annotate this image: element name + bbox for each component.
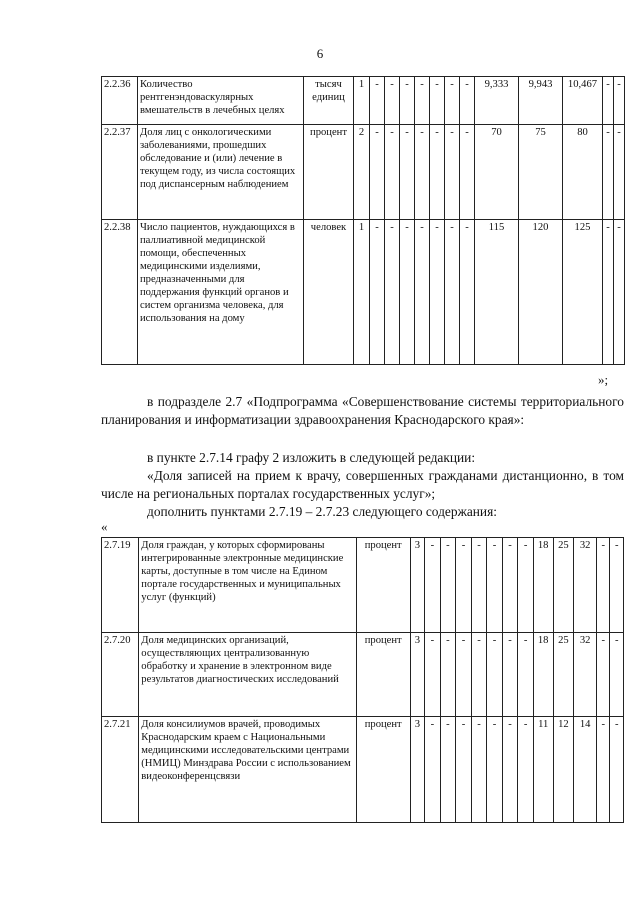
- value-cell: 9,333: [475, 77, 519, 125]
- code-cell: 1: [354, 77, 370, 125]
- row-number: 2.7.19: [102, 538, 139, 633]
- value-cell: 11: [533, 717, 553, 823]
- dash-cell: -: [502, 538, 518, 633]
- dash-cell: -: [603, 125, 614, 220]
- dash-cell: -: [425, 633, 441, 717]
- code-cell: 3: [410, 633, 425, 717]
- closing-quote: »;: [598, 372, 609, 387]
- dash-cell: -: [456, 633, 472, 717]
- dash-cell: -: [400, 125, 415, 220]
- indicator-name: Количество рентгенэндоваскулярных вмешательств в лечебных целях: [138, 77, 304, 125]
- dash-cell: -: [471, 538, 487, 633]
- value-cell: 18: [533, 633, 553, 717]
- value-cell: 32: [574, 538, 597, 633]
- dash-cell: -: [370, 125, 385, 220]
- table-row: [102, 633, 624, 717]
- dash-cell: -: [460, 220, 475, 365]
- table-row: [102, 538, 624, 633]
- dash-cell: -: [400, 77, 415, 125]
- value-cell: 18: [533, 538, 553, 633]
- dash-cell: -: [415, 220, 430, 365]
- paragraph-new-wording: «Доля записей на прием к врачу, совершенных гражданами дистанционно, в том числе на региональных порталах государственных услуг»;: [101, 468, 624, 501]
- dash-cell: -: [614, 220, 625, 365]
- dash-cell: -: [385, 220, 400, 365]
- dash-cell: -: [415, 125, 430, 220]
- value-cell: 80: [563, 125, 603, 220]
- unit: человек: [304, 220, 354, 365]
- dash-cell: -: [487, 633, 503, 717]
- dash-cell: -: [614, 77, 625, 125]
- dash-cell: -: [430, 220, 445, 365]
- row-number: 2.7.21: [102, 717, 139, 823]
- code-cell: 1: [354, 220, 370, 365]
- value-cell: 10,467: [563, 77, 603, 125]
- dash-cell: -: [445, 77, 460, 125]
- dash-cell: -: [518, 633, 534, 717]
- indicator-name: Доля граждан, у которых сформированы интегрированные электронные медицинские карты, доступные в том числе на Едином портале государственных и муниципальных услуг (функций): [139, 538, 357, 633]
- value-cell: 32: [574, 633, 597, 717]
- dash-cell: -: [370, 220, 385, 365]
- dash-cell: -: [430, 77, 445, 125]
- unit: процент: [304, 125, 354, 220]
- indicator-name: Доля лиц с онкологическими заболеваниями, прошедших обследование и (или) лечение в текущем году, из числа состоящих под диспансерным наблюдением: [138, 125, 304, 220]
- dash-cell: -: [385, 125, 400, 220]
- value-cell: 125: [563, 220, 603, 365]
- dash-cell: -: [610, 538, 624, 633]
- row-number: 2.7.20: [102, 633, 139, 717]
- dash-cell: -: [597, 717, 610, 823]
- dash-cell: -: [415, 77, 430, 125]
- dash-cell: -: [518, 717, 534, 823]
- dash-cell: -: [430, 125, 445, 220]
- value-cell: 75: [519, 125, 563, 220]
- value-cell: 14: [574, 717, 597, 823]
- dash-cell: -: [456, 538, 472, 633]
- unit: тысяч единиц: [304, 77, 354, 125]
- paragraph-add-points: дополнить пунктами 2.7.19 – 2.7.23 следующего содержания:: [147, 504, 497, 519]
- dash-cell: -: [518, 538, 534, 633]
- dash-cell: -: [425, 717, 441, 823]
- dash-cell: -: [440, 717, 456, 823]
- dash-cell: -: [370, 77, 385, 125]
- indicator-table-1: [101, 76, 625, 365]
- dash-cell: -: [487, 538, 503, 633]
- unit: процент: [356, 717, 410, 823]
- value-cell: 115: [475, 220, 519, 365]
- dash-cell: -: [400, 220, 415, 365]
- dash-cell: -: [502, 717, 518, 823]
- paragraph-subsection-2-7: в подразделе 2.7 «Подпрограмма «Совершенствование системы территориального планирования и информатизации здравоохранения Краснодарского края»:: [101, 394, 624, 427]
- dash-cell: -: [425, 538, 441, 633]
- code-cell: 3: [410, 717, 425, 823]
- indicator-table-2: [101, 537, 624, 823]
- dash-cell: -: [502, 633, 518, 717]
- dash-cell: -: [440, 633, 456, 717]
- dash-cell: -: [603, 77, 614, 125]
- table-row: [102, 77, 625, 125]
- row-number: 2.2.38: [102, 220, 138, 365]
- dash-cell: -: [610, 717, 624, 823]
- value-cell: 120: [519, 220, 563, 365]
- code-cell: 3: [410, 538, 425, 633]
- indicator-name: Доля медицинских организаций, осуществляющих централизованную обработку и хранение в электронном виде результатов диагностических исследований: [139, 633, 357, 717]
- row-number: 2.2.37: [102, 125, 138, 220]
- value-cell: 25: [553, 633, 574, 717]
- dash-cell: -: [597, 538, 610, 633]
- dash-cell: -: [471, 633, 487, 717]
- dash-cell: -: [603, 220, 614, 365]
- dash-cell: -: [460, 125, 475, 220]
- value-cell: 12: [553, 717, 574, 823]
- dash-cell: -: [440, 538, 456, 633]
- dash-cell: -: [597, 633, 610, 717]
- unit: процент: [356, 633, 410, 717]
- code-cell: 2: [354, 125, 370, 220]
- table-row: [102, 125, 625, 220]
- paragraph-point-2-7-14: в пункте 2.7.14 графу 2 изложить в следующей редакции:: [147, 450, 476, 465]
- dash-cell: -: [487, 717, 503, 823]
- dash-cell: -: [385, 77, 400, 125]
- page-number: 6: [316, 46, 324, 61]
- value-cell: 25: [553, 538, 574, 633]
- dash-cell: -: [456, 717, 472, 823]
- table-row: [102, 717, 624, 823]
- dash-cell: -: [445, 220, 460, 365]
- dash-cell: -: [471, 717, 487, 823]
- dash-cell: -: [460, 77, 475, 125]
- dash-cell: -: [614, 125, 625, 220]
- indicator-name: Число пациентов, нуждающихся в паллиативной медицинской помощи, обеспеченных медицинскими изделиями, предназначенными для поддержания функций органов и систем организма человека, для использования на дому: [138, 220, 304, 365]
- indicator-name: Доля консилиумов врачей, проводимых Краснодарским краем с Национальными медицинскими исследовательскими центрами (НМИЦ) Минздрава России с использованием видеоконференцсвязи: [139, 717, 357, 823]
- opening-quote: «: [101, 519, 108, 534]
- row-number: 2.2.36: [102, 77, 138, 125]
- value-cell: 70: [475, 125, 519, 220]
- value-cell: 9,943: [519, 77, 563, 125]
- dash-cell: -: [610, 633, 624, 717]
- dash-cell: -: [445, 125, 460, 220]
- unit: процент: [356, 538, 410, 633]
- table-row: [102, 220, 625, 365]
